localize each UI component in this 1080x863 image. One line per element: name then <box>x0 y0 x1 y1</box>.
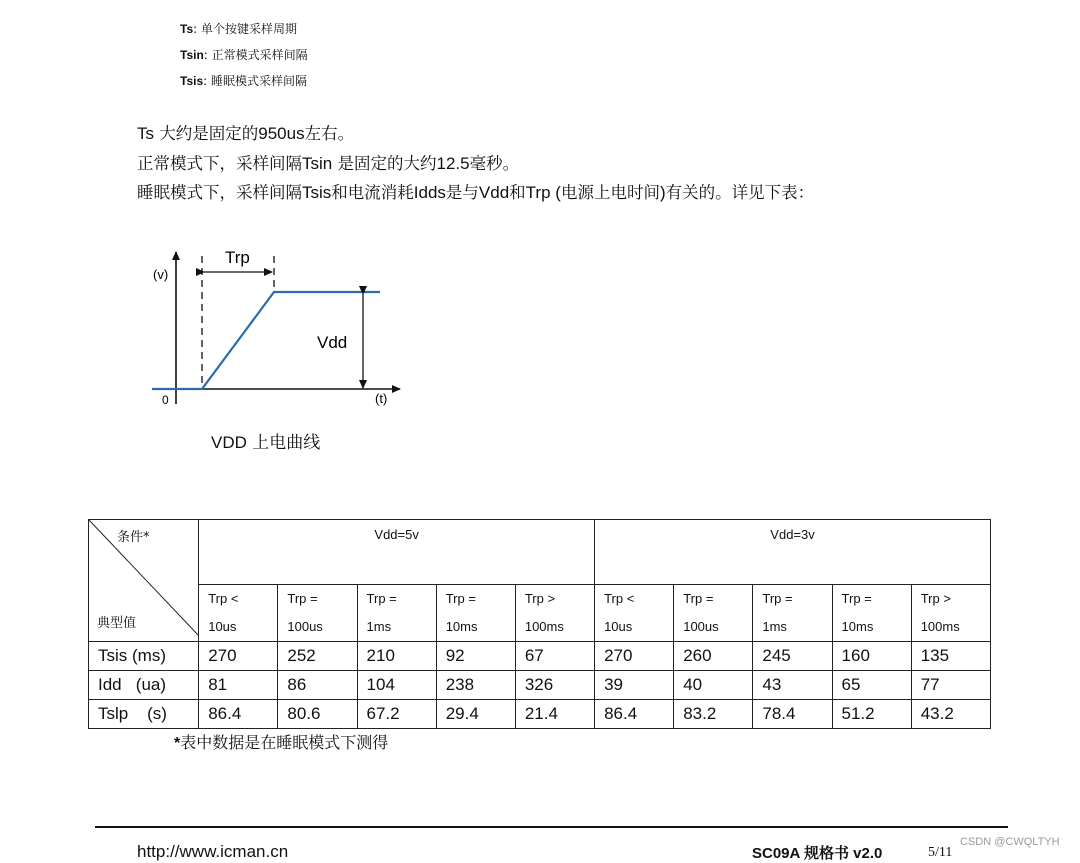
text-vdd: Vdd <box>478 183 510 202</box>
text-950us: 950us <box>258 124 305 143</box>
table-cell: 40 <box>674 671 753 700</box>
table-row <box>89 700 991 729</box>
condition-value: 100ms <box>524 619 564 634</box>
description-paragraph <box>137 119 814 208</box>
text-segment: 和电流消耗 <box>331 183 414 202</box>
table-cell: 160 <box>832 642 911 671</box>
x-axis-label: (t) <box>375 391 388 406</box>
caption-vdd: VDD <box>211 433 247 452</box>
definition-desc: : 单个按键采样周期 <box>193 22 297 36</box>
table-cell: 92 <box>436 642 515 671</box>
group-header-vdd-5v: Vdd=5v <box>199 520 595 585</box>
footer-document-id: SC09A 规格书 v2.0 <box>752 845 883 862</box>
caption-text: 上电曲线 <box>246 433 321 453</box>
condition-header-cell <box>357 585 436 642</box>
row-header-cell: Tsis (ms) <box>89 642 199 671</box>
text-tsis: Tsis <box>302 183 332 202</box>
text-trp: Trp ( <box>525 183 561 202</box>
condition-value: 10us <box>604 619 633 634</box>
table-cell: 77 <box>911 671 990 700</box>
condition-value: 100us <box>683 619 719 634</box>
condition-operator: Trp = <box>841 591 872 606</box>
table-cell: 210 <box>357 642 436 671</box>
text-segment: 睡眠模式下，采样间隔 <box>137 183 302 202</box>
sleep-mode-parameters-table <box>88 519 991 729</box>
text-segment: 是固定的大约 <box>332 153 437 173</box>
note-text: 表中数据是在睡眠模式下测得 <box>180 733 389 752</box>
footer-url-link[interactable]: http://www.icman.cn <box>137 842 289 861</box>
table-cell: 252 <box>278 642 357 671</box>
table-cell: 86 <box>278 671 357 700</box>
csdn-watermark: CSDN @CWQLTYH <box>960 836 1060 848</box>
table-cell: 39 <box>595 671 674 700</box>
text-tsin: Tsin <box>302 153 333 173</box>
condition-operator: Trp > <box>920 591 951 606</box>
text-segment: 和 <box>509 183 526 202</box>
condition-value: 10ms <box>841 619 874 634</box>
paragraph-line-3 <box>137 178 814 208</box>
text-segment: 电源上电时间 <box>560 183 660 202</box>
definition-desc: : 正常模式采样间隔 <box>203 48 308 62</box>
condition-header-cell <box>832 585 911 642</box>
definition-term: Tsin <box>180 48 204 62</box>
table-cell: 65 <box>832 671 911 700</box>
text-12-5: 12.5 <box>436 153 470 173</box>
text-segment: 毫秒。 <box>469 153 520 173</box>
condition-header-cell <box>911 585 990 642</box>
condition-header-cell <box>278 585 357 642</box>
table-cell: 80.6 <box>278 700 357 729</box>
definitions-list <box>180 16 308 94</box>
table-cell: 104 <box>357 671 436 700</box>
table-cell: 67.2 <box>357 700 436 729</box>
condition-operator: Trp < <box>604 591 635 606</box>
table-cell: 43.2 <box>911 700 990 729</box>
text-segment: 大约是固定的 <box>154 124 259 143</box>
condition-operator: Trp = <box>762 591 793 606</box>
vdd-label: Vdd <box>317 333 348 352</box>
table-header-row <box>89 520 991 585</box>
text-segment: 左右。 <box>304 124 355 143</box>
condition-operator: Trp = <box>366 591 397 606</box>
condition-header-cell <box>199 585 278 642</box>
table-note <box>174 730 388 753</box>
paragraph-line-1 <box>137 119 814 149</box>
table-cell: 326 <box>515 671 594 700</box>
condition-value: 100ms <box>920 619 960 634</box>
text-idds: Idds <box>413 183 446 202</box>
table-cell: 270 <box>595 642 674 671</box>
footer-divider <box>95 826 1008 828</box>
definition-term: Ts <box>180 22 194 36</box>
definition-desc: : 睡眠模式采样间隔 <box>203 74 307 88</box>
condition-value: 10ms <box>445 619 478 634</box>
table-cell: 21.4 <box>515 700 594 729</box>
condition-value: 1ms <box>762 619 787 634</box>
condition-header-cell <box>436 585 515 642</box>
row-header-cell: Tslp (s) <box>89 700 199 729</box>
definition-term: Tsis <box>180 74 204 88</box>
table-cell: 29.4 <box>436 700 515 729</box>
corner-typical-label: 典型值 <box>97 616 137 631</box>
footer-page-number: 5/11 <box>928 845 953 860</box>
corner-condition-label: 条件* <box>117 530 150 545</box>
trp-label: Trp <box>225 248 250 267</box>
condition-value: 100us <box>287 619 323 634</box>
definition-item <box>180 68 308 94</box>
condition-value: 1ms <box>366 619 392 634</box>
table-cell: 81 <box>199 671 278 700</box>
y-axis-label: (v) <box>153 267 169 282</box>
definition-item <box>180 16 308 42</box>
table-cell: 135 <box>911 642 990 671</box>
paragraph-line-2 <box>137 149 814 179</box>
table-cell: 51.2 <box>832 700 911 729</box>
condition-header-cell <box>674 585 753 642</box>
text-segment: 正常模式下，采样间隔 <box>137 153 302 173</box>
condition-header-cell <box>753 585 832 642</box>
table-row <box>89 671 991 700</box>
figure-caption <box>211 428 320 453</box>
table-cell: 270 <box>199 642 278 671</box>
condition-operator: Trp = <box>445 591 476 606</box>
group-header-vdd-3v: Vdd=3v <box>595 520 991 585</box>
table-cell: 67 <box>515 642 594 671</box>
text-ts: Ts <box>137 124 154 143</box>
condition-operator: Trp = <box>287 591 318 606</box>
table-corner-cell <box>89 520 199 642</box>
table-cell: 260 <box>674 642 753 671</box>
note-asterisk: * <box>174 735 181 752</box>
table-cell: 83.2 <box>674 700 753 729</box>
table-row <box>89 642 991 671</box>
table-cell: 43 <box>753 671 832 700</box>
condition-operator: Trp > <box>524 591 556 606</box>
table-cell: 238 <box>436 671 515 700</box>
condition-operator: Trp < <box>208 591 239 606</box>
table-cell: 78.4 <box>753 700 832 729</box>
vdd-power-up-curve-diagram <box>150 246 420 416</box>
row-header-cell: Idd (ua) <box>89 671 199 700</box>
text-segment: 是与 <box>445 183 479 202</box>
text-segment: 有关的。详见下表： <box>665 183 815 202</box>
table-cell: 86.4 <box>595 700 674 729</box>
table-condition-row <box>89 585 991 642</box>
definition-item <box>180 42 308 68</box>
table-cell: 86.4 <box>199 700 278 729</box>
condition-value: 10us <box>208 619 237 634</box>
text-paren: ) <box>659 183 666 202</box>
condition-operator: Trp = <box>683 591 714 606</box>
origin-label: 0 <box>162 393 169 407</box>
condition-header-cell <box>515 585 594 642</box>
table-cell: 245 <box>753 642 832 671</box>
condition-header-cell <box>595 585 674 642</box>
